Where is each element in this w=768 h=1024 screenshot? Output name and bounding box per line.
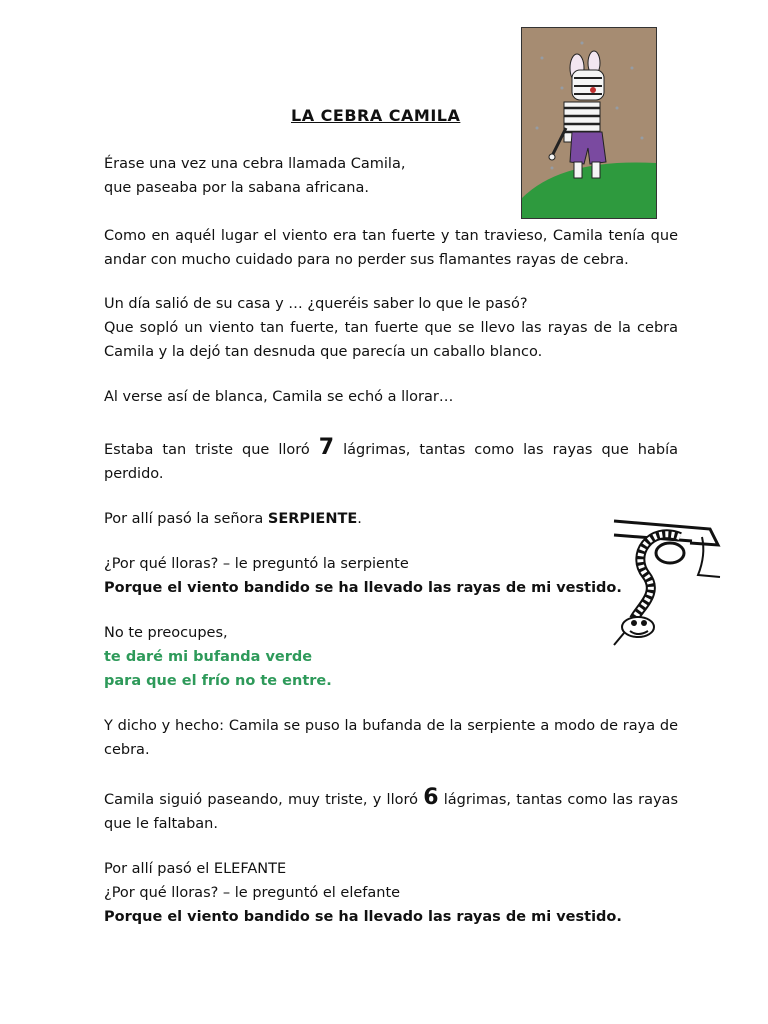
snake-arrives-period: . (357, 511, 362, 527)
day-line-2: Que sopló un viento tan fuerte, tan fuerte que se llevo las rayas de la cebra Camila y la dejó tan desnuda que parecía un caballo blanco. (104, 320, 678, 360)
paragraph-six-tears (104, 786, 678, 836)
day-line-1: Un día salió de su casa y … ¿queréis saber lo que le pasó? (104, 296, 528, 312)
paragraph-snake-arrives (104, 507, 362, 531)
paragraph-seven-tears (104, 436, 678, 486)
seven-tears-text-a: Estaba tan triste que lloró (104, 442, 319, 458)
elephant-answer: Porque el viento bandido se ha llevado las rayas de mi vestido. (104, 909, 622, 925)
snake-name: SERPIENTE (267, 511, 358, 527)
paragraph-day (104, 292, 678, 364)
elephant-line: Por allí pasó el ELEFANTE (104, 861, 287, 877)
paragraph-wind: Como en aquél lugar el viento era tan fuerte y tan travieso, Camila tenía que andar con mucho cuidado para no perder sus flamantes rayas de cebra. (104, 228, 678, 268)
green-scarf-line-1: te daré mi bufanda verde (104, 649, 313, 665)
paragraph-elephant (104, 857, 622, 929)
no-worry-line: No te preocupes, (104, 625, 228, 641)
elephant-question: ¿Por qué lloras? – le preguntó el elefante (104, 885, 401, 901)
paragraph-done: Y dicho y hecho: Camila se puso la bufanda de la serpiente a modo de raya de cebra. (104, 718, 678, 758)
paragraph-cry: Al verse así de blanca, Camila se echó a llorar… (104, 389, 454, 405)
zebra-illustration (521, 27, 657, 219)
snake-question: ¿Por qué lloras? – le preguntó la serpiente (104, 556, 409, 572)
paragraph-scarf (104, 621, 332, 693)
green-scarf-line-2: para que el frío no te entre. (104, 673, 332, 689)
seven-tears-text-b: lágrimas, tantas como las rayas que había perdido. (104, 442, 678, 482)
intro-line-1: Érase una vez una cebra llamada Camila, (104, 156, 406, 172)
tears-number-6: 6 (423, 785, 439, 810)
six-tears-text-b: lágrimas, tantas como las rayas que le faltaban. (104, 792, 678, 832)
intro-line-2: que paseaba por la sabana africana. (104, 180, 369, 196)
paragraph-snake-dialog (104, 552, 622, 600)
snake-arrives-text: Por allí pasó la señora (104, 511, 268, 527)
snake-illustration (610, 515, 722, 653)
six-tears-text-a: Camila siguió paseando, muy triste, y lloró (104, 792, 424, 808)
story-title: LA CEBRA CAMILA (291, 106, 461, 125)
paragraph-intro (104, 152, 405, 200)
snake-answer: Porque el viento bandido se ha llevado las rayas de mi vestido. (104, 580, 622, 596)
tears-number-7: 7 (318, 435, 335, 460)
